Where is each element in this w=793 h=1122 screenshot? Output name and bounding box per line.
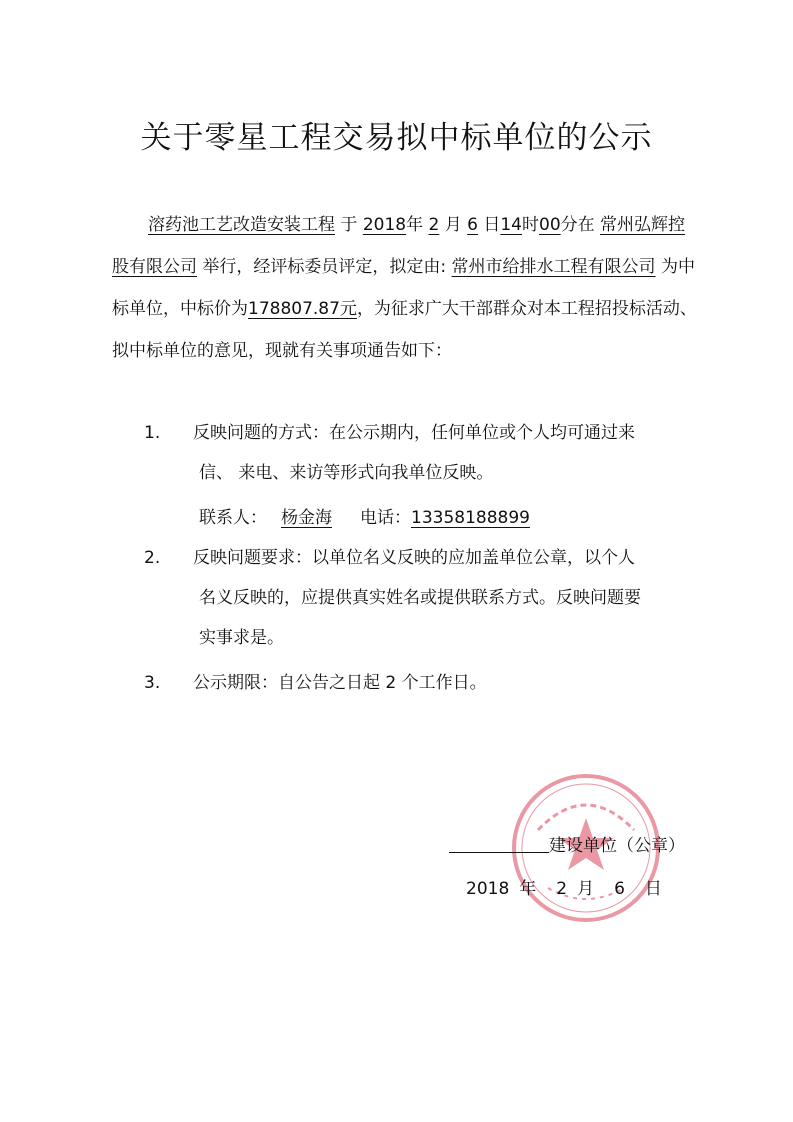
hour-value: 14 <box>500 215 522 235</box>
contact-person: 杨金海 <box>281 508 332 528</box>
item-1-line1: 反映问题的方式：在公示期内，任何单位或个人均可通过来 <box>193 423 635 443</box>
contact-line <box>199 498 530 538</box>
contact-person-label: 联系人： <box>199 508 267 528</box>
item-2-line3: 实事求是。 <box>199 628 284 648</box>
price-unit: 元 <box>339 299 357 319</box>
evaluation-text: 举行，经评标委员评定，拟定由: <box>202 257 447 277</box>
signature-label: 建设单位（公章） <box>549 836 685 856</box>
minute-value: 00 <box>539 215 561 235</box>
year-suffix: 年 <box>406 215 424 235</box>
bid-price: 178807.87 <box>248 299 340 319</box>
sign-day-suffix: 日 <box>644 879 662 899</box>
sign-month-suffix: 月 <box>577 879 595 899</box>
signature-blank <box>449 832 549 853</box>
sign-year: 2018 <box>466 879 510 899</box>
item-3-number: 3. <box>144 673 161 693</box>
intro-paragraph <box>112 204 697 372</box>
closing-text: ，为征求广大干部群众对本工程招投标活动、拟中标单位的意见，现就有关事项通告如下： <box>112 299 697 361</box>
project-name: 溶药池工艺改造安装工程 <box>148 215 335 235</box>
contact-phone-label: 电话： <box>360 508 411 528</box>
minute-suffix: 分在 <box>560 215 595 235</box>
sign-month: 2 <box>556 879 568 899</box>
item-2-line1: 反映问题要求：以单位名义反映的应加盖单位公章，以个人 <box>193 548 635 568</box>
contact-phone: 13358188899 <box>411 508 530 528</box>
sign-day: 6 <box>614 879 625 899</box>
day-suffix: 日 <box>483 215 501 235</box>
month-suffix: 月 <box>444 215 462 235</box>
item-2-number: 2. <box>144 548 161 568</box>
hour-suffix: 时 <box>522 215 539 235</box>
venue-name: 常州弘辉控股有限公司 <box>112 215 686 277</box>
winner-name: 常州市给排水工程有限公司 <box>451 257 656 277</box>
day-value: 6 <box>467 215 478 235</box>
signature-line <box>449 826 685 866</box>
intro-text: 于 <box>340 215 358 235</box>
winner-text: 为中标单位，中标价为 <box>112 257 695 319</box>
item-1-number: 1. <box>144 423 161 443</box>
item-2-line2: 名义反映的，应提供真实姓名或提供联系方式。反映问题要 <box>199 588 641 608</box>
sign-year-suffix: 年 <box>519 879 537 899</box>
signature-date <box>466 869 662 909</box>
year-value: 2018 <box>362 215 407 235</box>
page-title: 关于零星工程交易拟中标单位的公示 <box>140 120 653 156</box>
item-3-line1: 公示期限：自公告之日起 2 个工作日。 <box>193 673 487 693</box>
month-value: 2 <box>428 215 440 235</box>
item-1-line2: 信、 来电、来访等形式向我单位反映。 <box>199 463 494 483</box>
